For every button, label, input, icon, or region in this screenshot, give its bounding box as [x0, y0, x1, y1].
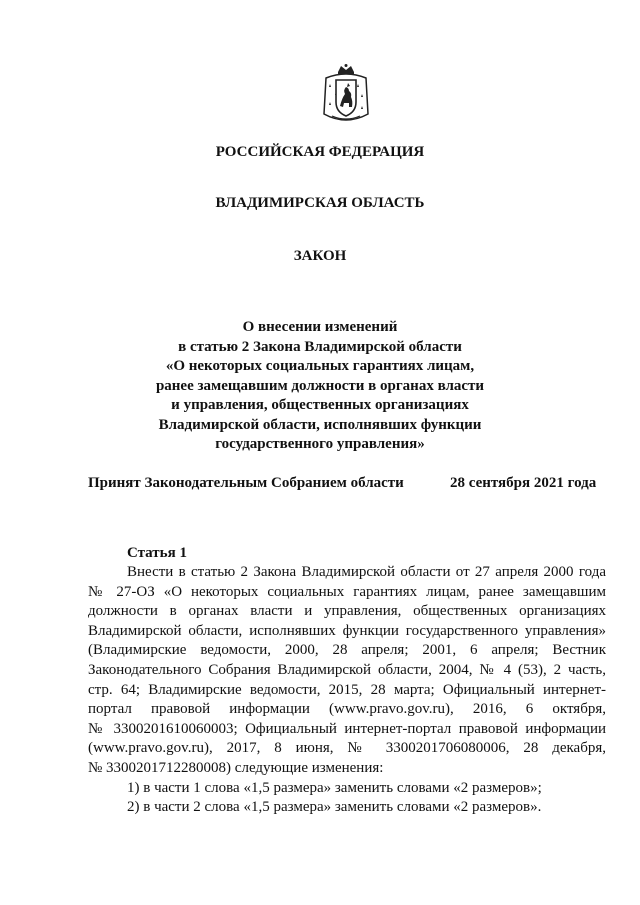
law-title-line: и управления, общественных организациях — [171, 397, 469, 413]
law-title — [0, 318, 640, 455]
paragraph-line: (www.pravo.gov.ru), 2017, 8 июня, № 3300201706080006, 28 декабря, — [88, 740, 606, 757]
article-body — [88, 563, 606, 818]
law-title-line: в статью 2 Закона Владимирской области — [178, 338, 462, 355]
paragraph-line: № 3300201610060003; Официальный интернет-портал правовой информации — [88, 720, 606, 737]
change-item: 1) в части 1 слова «1,5 размера» заменить словами «2 размеров»; — [127, 779, 542, 796]
paragraph-line: № 3300201712280008) следующие изменения: — [88, 759, 384, 776]
document-type-heading: ЗАКОН — [293, 248, 347, 264]
adopted-by: Принят Законодательным Собранием области — [88, 475, 404, 491]
paragraph-line: стр. 64; Владимирские ведомости, 2015, 28 марта; Официальный интернет- — [88, 681, 606, 698]
law-title-line: «О некоторых социальных гарантиях лицам, — [165, 358, 475, 374]
change-item: 2) в части 2 слова «1,5 размера» заменить словами «2 размеров». — [127, 799, 542, 816]
coat-of-arms-icon — [320, 64, 372, 126]
law-title-line: ранее замещавшим должности в органах власти — [155, 377, 485, 394]
paragraph-line: Владимирской области, исполнявших функции государственного управления» — [88, 622, 606, 639]
paragraph-line: № 27-ОЗ «О некоторых социальных гарантиях лицам, ранее замещавшим — [88, 583, 606, 600]
region-heading: ВЛАДИМИРСКАЯ ОБЛАСТЬ — [215, 195, 425, 211]
paragraph-line: портал правовой информации (www.pravo.gov.ru), 2016, 6 октября, — [88, 701, 606, 718]
article-heading: Статья 1 — [127, 545, 187, 561]
country-heading: РОССИЙСКАЯ ФЕДЕРАЦИЯ — [215, 144, 425, 160]
law-title-line: государственного управления» — [215, 436, 425, 452]
law-title-line: Владимирской области, исполнявших функции — [158, 416, 482, 433]
law-title-line: О внесении изменений — [242, 319, 398, 335]
paragraph-line: Законодательного Собрания Владимирской области, 2004, № 4 (53), 2 часть, — [88, 661, 606, 678]
paragraph-line: должности в органах власти и управления, общественных организациях — [88, 603, 606, 620]
paragraph-line: (Владимирские ведомости, 2000, 28 апреля; 2001, 6 апреля; Вестник — [88, 642, 606, 659]
paragraph-line: Внести в статью 2 Закона Владимирской области от 27 апреля 2000 года — [127, 564, 606, 580]
adopted-date: 28 сентября 2021 года — [450, 475, 597, 491]
